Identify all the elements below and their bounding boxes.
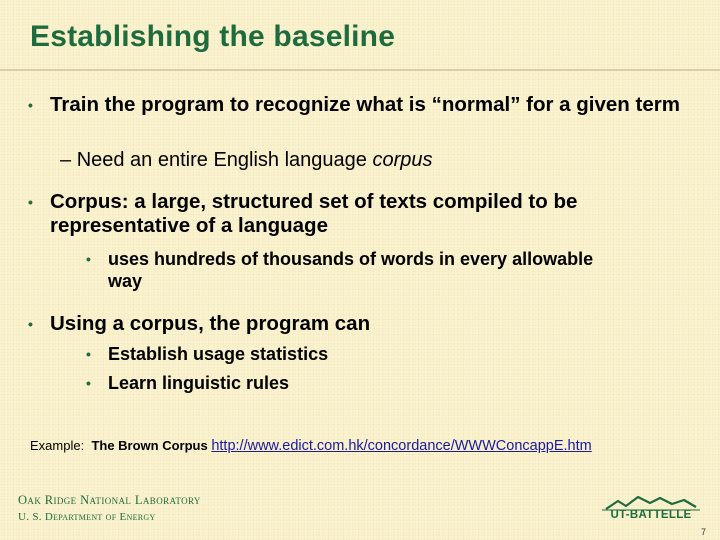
example-label: Example: [30, 438, 85, 453]
org-department: U. S. Department of Energy [18, 511, 156, 523]
bullet-1-sub-italic: corpus [372, 149, 433, 171]
subbullet-text: uses hundreds of thousands of words in every allowable way [108, 249, 594, 291]
logo-text: UT-BATTELLE [610, 509, 692, 521]
bullet-1-sub [60, 148, 433, 172]
example-source: The Brown Corpus [91, 438, 208, 453]
ut-battelle-logo [598, 492, 704, 526]
bullet-icon: • [28, 97, 33, 113]
bullet-1-sub-text: Need an entire English language [76, 149, 373, 171]
bullet-icon: • [28, 316, 33, 332]
bullet-icon: • [86, 375, 91, 391]
bullet-2-text: Corpus: a large, structured set of texts compiled to be representative of a language [50, 190, 578, 237]
example-line [30, 438, 592, 454]
bullet-1-text: Train the program to recognize what is “normal” for a given term [50, 93, 680, 116]
subbullet-text: Learn linguistic rules [108, 373, 290, 393]
org-name: Oak Ridge National Laboratory [18, 493, 201, 507]
bullet-icon: • [86, 346, 91, 362]
bullet-icon: • [28, 194, 33, 210]
example-link[interactable]: http://www.edict.com.hk/concordance/WWWConcappE.htm [211, 438, 592, 454]
slide-title: Establishing the baseline [30, 20, 396, 53]
title-divider [0, 69, 720, 71]
subbullet-text: Establish usage statistics [108, 344, 329, 364]
page-number: 7 [700, 527, 706, 537]
bullet-3-text: Using a corpus, the program can [50, 312, 371, 335]
dash-marker: – [60, 149, 72, 171]
bullet-icon: • [86, 251, 91, 267]
